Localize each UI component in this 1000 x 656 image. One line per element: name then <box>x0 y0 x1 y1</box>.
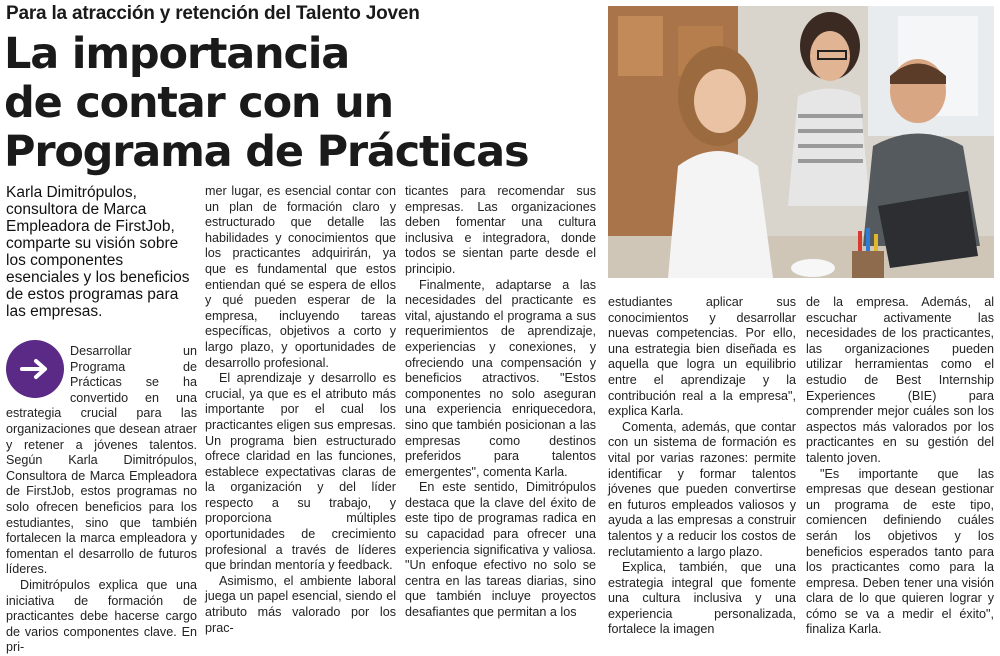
article-photo <box>608 6 994 278</box>
kicker: Para la atracción y retención del Talento Joven <box>6 3 420 24</box>
column-3 <box>405 184 596 621</box>
paragraph: "Es importante que las empresas que desean gestionar un programa de este tipo, comiencen definiendo cuáles serán los objetivos y los beneficios esperados tanto para los practicantes como para la empresa. Deben tener una visión clara de lo que quieren lograr y cómo se va a medir el éxito", finaliza Karla. <box>806 466 994 637</box>
paragraph: Dimitrópulos explica que una iniciativa de formación de practicantes debe hacerse cargo de varios componentes clave. En pri- <box>6 577 197 655</box>
headline-line: de contar con un <box>4 78 393 128</box>
paragraph: El aprendizaje y desarrollo es crucial, ya que es el atributo más importante por el cual los practicantes eligen sus empresas. Un programa bien estructurado ofrece claridad en las funciones, establece expectativas claras de la organización y del líder respecto a su trabajo, y proporciona múltiples oportunidades de crecimiento profesional a través de líderes que brindan mentoría y feedback. <box>205 371 396 573</box>
headline-line: Programa de Prácticas <box>4 127 529 177</box>
article-deck: Karla Dimitrópulos, consultora de Marca Empleadora de FirstJob, comparte su visión sobre los componentes esenciales y los beneficios de estos programas para las empresas. <box>6 184 190 320</box>
headline-line: La importancia <box>4 29 350 79</box>
paragraph: Explica, también, que una estrategia integral que fomente una cultura inclusiva y una experiencia personalizada, fortalece la imagen <box>608 560 796 637</box>
paragraph: Desarrollar un Programa de Prácticas se ha convertido en una estrategia crucial para las organizaciones que desean atraer y retener a jóvenes talentos. Según Karla Dimitrópulos, Consultora de Marca Empleadora de FirstJob, estos programas no solo ofrecen beneficios para los estudiantes, sino que también fortalecen la marca empleadora y fomentan el desarrollo de futuros líderes. <box>6 344 197 577</box>
column-1 <box>6 344 197 656</box>
paragraph: En este sentido, Dimitrópulos destaca que la clave del éxito de este tipo de programas radica en su capacidad para ofrecer una experiencia significativa y valiosa. "Un enfoque efectivo no solo se centra en las tareas diarias, sino que también incluye proyectos desafiantes que permitan a los <box>405 480 596 620</box>
paragraph: ticantes para recomendar sus empresas. Las organizaciones deben fomentar una cultura inclusiva e integradora, donde todos se sientan parte desde el principio. <box>405 184 596 276</box>
column-5 <box>806 295 994 638</box>
headline <box>4 30 604 177</box>
paragraph: Comenta, además, que contar con un sistema de formación es vital por varias razones: permite identificar y formar talentos jóvenes que pueden convertirse en futuros empleados valiosos y ayuda a las empresas a construir talentos y a reducir los costos de reclutamiento a largo plazo. <box>608 419 796 559</box>
paragraph: Finalmente, adaptarse a las necesidades del practicante es vital, ajustando el programa a sus requerimientos de aprendizaje, experiencias y conexiones, y ofreciendo una compensación y beneficios atractivos. "Estos componentes no solo aseguran una experiencia enriquecedora, sino que también posicionan a las empresas como destinos preferidos para talentos emergentes", comenta Karla. <box>405 277 596 479</box>
paragraph: Asimismo, el ambiente laboral juega un papel esencial, siendo el atributo más valorado por los prac- <box>205 573 396 635</box>
paragraph: mer lugar, es esencial contar con un plan de formación claro y estructurado que detalle las habilidades y conocimientos que los practicantes adquirirán, ya que es fundamental que estos entiendan qué se espera de ellos y qué pueden esperar de la empresa, incluyendo tareas específicas, objetivos a corto y largo plazo, y oportunidades de desarrollo profesional. <box>205 184 396 370</box>
paragraph: estudiantes aplicar sus conocimientos y desarrollar nuevas competencias. Por ello, una estrategia bien diseñada es aquella que logra un equilibrio entre el aprendizaje y la contribución real a la empresa", explica Karla. <box>608 295 796 419</box>
column-2 <box>205 184 396 636</box>
column-4 <box>608 295 796 638</box>
paragraph: de la empresa. Además, al escuchar activamente las necesidades de los practicantes, las organizaciones pueden utilizar herramientas como el estudio de Best Internship Experiences (BIE) para comprender mejor cuáles son los aspectos más valorados por los practicantes en su gestión del talento joven. <box>806 295 994 465</box>
